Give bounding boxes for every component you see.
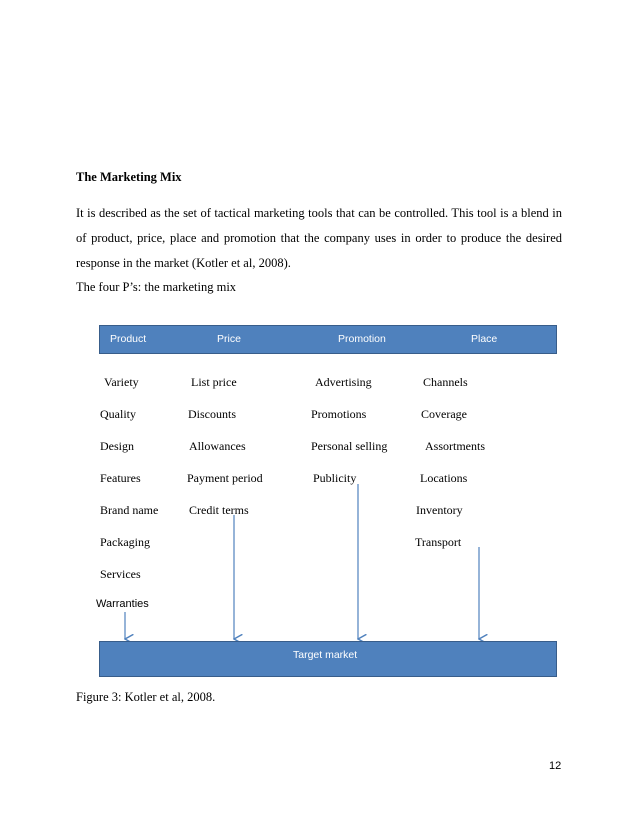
promotion-item: Promotions: [311, 407, 367, 421]
figure-caption: Figure 3: Kotler et al, 2008.: [76, 690, 216, 704]
product-item-warranties: Warranties: [96, 598, 149, 610]
price-item: List price: [191, 375, 237, 389]
price-item: Payment period: [187, 471, 263, 485]
product-item: Services: [100, 567, 141, 581]
page-number: 12: [549, 760, 562, 772]
product-item: Quality: [100, 407, 136, 421]
place-item: Coverage: [421, 407, 467, 421]
header-price: Price: [217, 333, 241, 345]
place-item: Transport: [415, 535, 462, 549]
section-heading: The Marketing Mix: [76, 170, 182, 184]
header-place: Place: [471, 333, 498, 345]
price-item: Discounts: [188, 407, 236, 421]
target-market-bar: [99, 641, 557, 677]
price-item: Credit terms: [189, 503, 249, 517]
promotion-item: Publicity: [313, 471, 357, 485]
product-item: Design: [100, 439, 134, 453]
promotion-item: Advertising: [315, 375, 372, 389]
four-ps-header-bar: [99, 325, 557, 354]
product-item: Brand name: [100, 503, 159, 517]
place-item: Assortments: [425, 439, 485, 453]
place-item: Channels: [423, 375, 468, 389]
promotion-item: Personal selling: [311, 439, 388, 453]
header-product: Product: [110, 333, 147, 345]
product-item: Features: [100, 471, 141, 485]
target-market-label: Target market: [293, 649, 358, 661]
product-item: Packaging: [100, 535, 150, 549]
place-item: Inventory: [416, 503, 463, 517]
place-item: Locations: [420, 471, 468, 485]
product-item: Variety: [104, 375, 139, 389]
body-paragraph: It is described as the set of tactical marketing tools that can be controlled. This tool is a blend in of product, price, place and promotion that the company uses in order to produce the desired response in the market (Kotler et al, 2008).: [76, 206, 562, 270]
diagram-intro: The four P’s: the marketing mix: [76, 280, 237, 294]
price-item: Allowances: [189, 439, 246, 453]
header-promotion: Promotion: [338, 333, 386, 345]
